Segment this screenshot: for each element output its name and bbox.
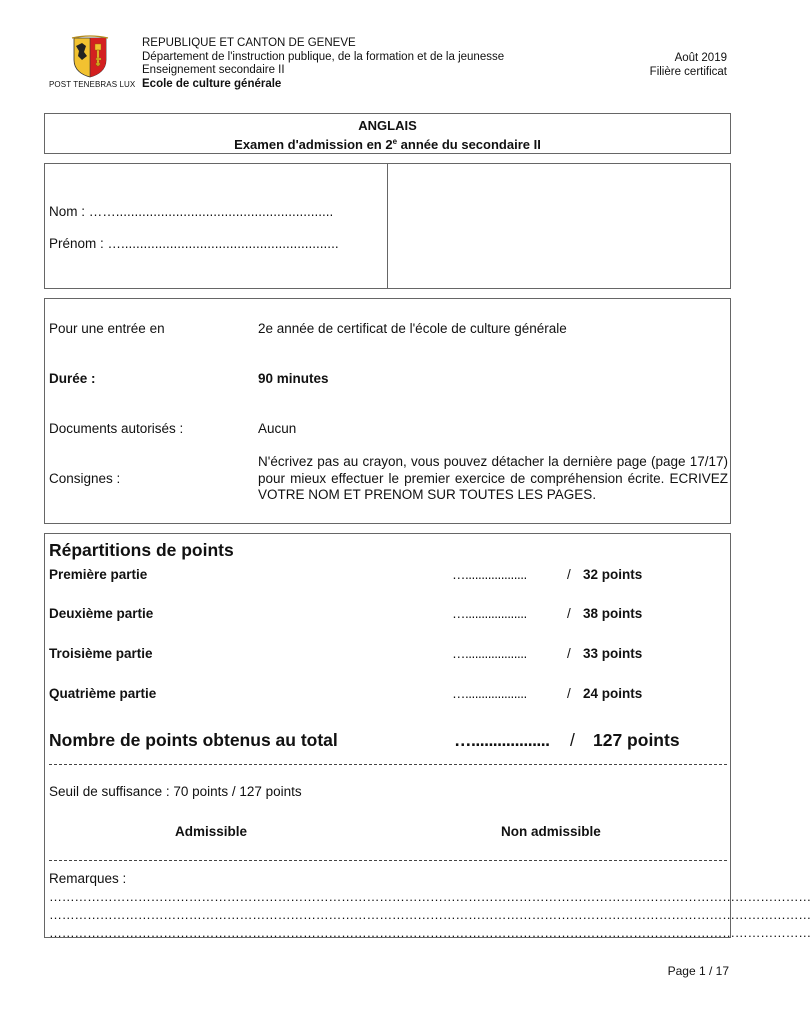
points-title: Répartitions de points: [49, 540, 234, 560]
total-score-blank[interactable]: …..................: [454, 730, 550, 750]
filiere: Filière certificat: [649, 66, 727, 78]
points-row-2: [49, 606, 724, 624]
remarques-line-3[interactable]: ………………………………………………………………………………………………………………………………………………………………: [49, 925, 811, 940]
score-blank[interactable]: …...................: [452, 606, 527, 621]
max-points: 24 points: [583, 686, 643, 701]
seuil-de-suffisance: Seuil de suffisance : 70 points / 127 points: [49, 784, 302, 799]
subject-title: ANGLAIS: [358, 118, 417, 133]
exam-title-end: année du secondaire II: [397, 137, 541, 152]
duree-value: 90 minutes: [258, 371, 329, 386]
slash: /: [567, 606, 571, 621]
org-line-departement: Département de l'instruction publique, de la formation et de la jeunesse: [142, 50, 505, 63]
dashed-divider: [49, 860, 727, 861]
max-points: 32 points: [583, 567, 643, 582]
part-label: Première partie: [49, 567, 148, 582]
document-header: [0, 0, 770, 100]
part-label: Quatrième partie: [49, 686, 157, 701]
points-row-3: [49, 646, 724, 664]
points-box: [44, 533, 811, 940]
part-label: Deuxième partie: [49, 606, 154, 621]
score-blank[interactable]: …...................: [452, 646, 527, 661]
admissible-label: Admissible: [175, 824, 248, 839]
org-line-enseignement: Enseignement secondaire II: [142, 64, 285, 76]
identity-divider: [387, 164, 388, 288]
remarques-line-1[interactable]: ………………………………………………………………………………………………………………………………………………………………: [49, 889, 811, 904]
slash: /: [570, 730, 575, 750]
dashed-divider: [49, 764, 727, 765]
score-blank[interactable]: …...................: [452, 686, 527, 701]
duree-label: Durée :: [49, 371, 96, 386]
entree-value: 2e année de certificat de l'école de culture générale: [258, 321, 567, 336]
remarques-line-2[interactable]: ………………………………………………………………………………………………………………………………………………………………: [49, 907, 811, 922]
page-number: Page 1 / 17: [667, 964, 729, 978]
exam-info-box: [44, 298, 731, 524]
points-row-1: [49, 567, 724, 585]
exam-date: Août 2019: [674, 52, 727, 64]
entree-label: Pour une entrée en: [49, 321, 165, 336]
organization-block: [142, 37, 504, 91]
slash: /: [567, 567, 571, 582]
max-points: 38 points: [583, 606, 643, 621]
max-points: 33 points: [583, 646, 643, 661]
exam-title: [45, 134, 730, 153]
slash: /: [567, 646, 571, 661]
non-admissible-label: Non admissible: [501, 824, 601, 839]
documents-value: Aucun: [258, 421, 297, 436]
exam-title-start: Examen d'admission en 2: [234, 137, 393, 152]
documents-label: Documents autorisés :: [49, 421, 184, 436]
nom-field[interactable]: Nom : ……..........................................................: [49, 204, 334, 219]
total-max-points: 127 points: [593, 730, 680, 750]
slash: /: [567, 686, 571, 701]
part-label: Troisième partie: [49, 646, 153, 661]
title-box: [44, 113, 731, 154]
org-line-ecole: Ecole de culture générale: [142, 77, 282, 90]
identity-box: [44, 163, 731, 289]
motto: POST TENEBRAS LUX: [49, 80, 136, 89]
org-line-republique: REPUBLIQUE ET CANTON DE GENEVE: [142, 37, 356, 49]
geneva-coat-of-arms-logo: [68, 36, 112, 78]
points-row-4: [49, 686, 724, 704]
total-label: Nombre de points obtenus au total: [49, 730, 338, 750]
prenom-field[interactable]: Prénom : …..........................................................: [49, 236, 339, 251]
date-block: [650, 51, 727, 79]
exam-title-sup: e: [392, 137, 398, 146]
remarques-label: Remarques :: [49, 871, 127, 886]
consignes-value: N'écrivez pas au crayon, vous pouvez détacher la dernière page (page 17/17) pour mieux effectuer le premier exercice de compréhension écrite. ECRIVEZ VOTRE NOM ET PRENOM SUR TOUTES LES PAGES.: [258, 454, 728, 502]
consignes-label: Consignes :: [49, 471, 121, 486]
score-blank[interactable]: …...................: [452, 567, 527, 582]
